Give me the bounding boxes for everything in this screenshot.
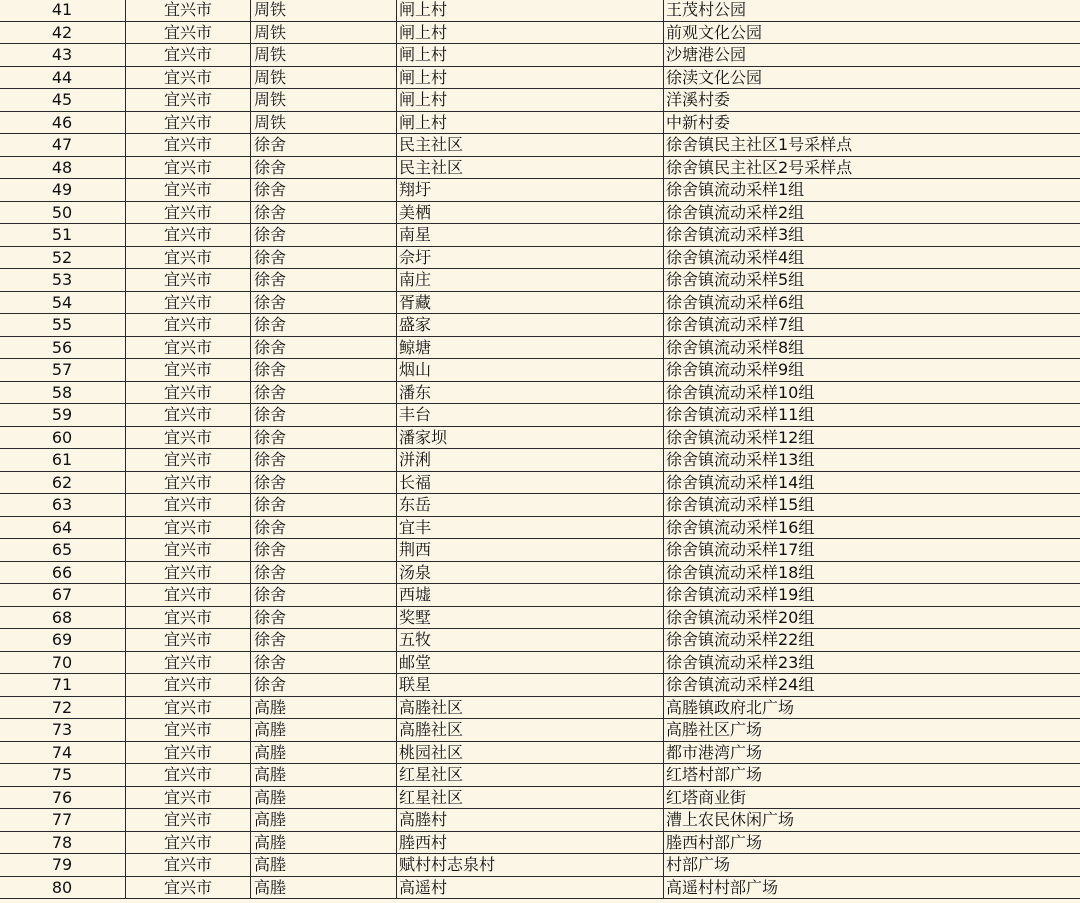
city-cell: 宜兴市 — [126, 876, 251, 899]
row-number-cell: 57 — [0, 359, 126, 382]
village-cell: 闸上村 — [397, 0, 664, 21]
table-row — [0, 111, 1080, 134]
row-number-cell: 45 — [0, 89, 126, 112]
city-cell: 宜兴市 — [126, 831, 251, 854]
city-cell: 宜兴市 — [126, 359, 251, 382]
town-cell: 高塍 — [251, 876, 397, 899]
table-row — [0, 314, 1080, 337]
row-number-cell: 52 — [0, 246, 126, 269]
table-row — [0, 89, 1080, 112]
sampling-site-cell: 徐舍镇流动采样24组 — [664, 674, 1080, 697]
sampling-site-cell: 徐舍镇流动采样4组 — [664, 246, 1080, 269]
town-cell: 高塍 — [251, 696, 397, 719]
town-cell: 周铁 — [251, 89, 397, 112]
village-cell: 南庄 — [397, 269, 664, 292]
table-row — [0, 494, 1080, 517]
row-number-cell: 51 — [0, 224, 126, 247]
city-cell: 宜兴市 — [126, 561, 251, 584]
sampling-site-cell: 徐舍镇流动采样23组 — [664, 651, 1080, 674]
town-cell: 高塍 — [251, 786, 397, 809]
row-number-cell: 68 — [0, 606, 126, 629]
sampling-site-cell: 徐舍镇流动采样7组 — [664, 314, 1080, 337]
village-cell: 宜丰 — [397, 516, 664, 539]
city-cell: 宜兴市 — [126, 381, 251, 404]
city-cell: 宜兴市 — [126, 584, 251, 607]
town-cell: 徐舍 — [251, 224, 397, 247]
city-cell: 宜兴市 — [126, 156, 251, 179]
sampling-site-cell: 高塍社区广场 — [664, 719, 1080, 742]
city-cell: 宜兴市 — [126, 719, 251, 742]
city-cell: 宜兴市 — [126, 224, 251, 247]
sampling-site-cell: 徐舍镇流动采样10组 — [664, 381, 1080, 404]
row-number-cell: 46 — [0, 111, 126, 134]
town-cell: 徐舍 — [251, 134, 397, 157]
city-cell: 宜兴市 — [126, 606, 251, 629]
village-cell: 闸上村 — [397, 21, 664, 44]
table-row — [0, 831, 1080, 854]
city-cell: 宜兴市 — [126, 539, 251, 562]
city-cell: 宜兴市 — [126, 426, 251, 449]
town-cell: 高塍 — [251, 741, 397, 764]
sampling-site-cell: 徐舍镇流动采样6组 — [664, 291, 1080, 314]
table-row — [0, 471, 1080, 494]
sampling-site-cell: 红塔村部广场 — [664, 764, 1080, 787]
town-cell: 徐舍 — [251, 629, 397, 652]
row-number-cell: 64 — [0, 516, 126, 539]
sampling-site-cell: 徐舍镇流动采样14组 — [664, 471, 1080, 494]
town-cell: 徐舍 — [251, 246, 397, 269]
village-cell: 桃园社区 — [397, 741, 664, 764]
table-row — [0, 539, 1080, 562]
sampling-site-cell: 漕上农民休闲广场 — [664, 809, 1080, 832]
row-number-cell: 42 — [0, 21, 126, 44]
city-cell: 宜兴市 — [126, 336, 251, 359]
village-cell: 红星社区 — [397, 786, 664, 809]
town-cell: 周铁 — [251, 111, 397, 134]
row-number-cell: 74 — [0, 741, 126, 764]
row-number-cell: 72 — [0, 696, 126, 719]
city-cell: 宜兴市 — [126, 764, 251, 787]
table-row — [0, 201, 1080, 224]
city-cell: 宜兴市 — [126, 0, 251, 21]
table-row — [0, 449, 1080, 472]
table-row — [0, 719, 1080, 742]
town-cell: 周铁 — [251, 66, 397, 89]
city-cell: 宜兴市 — [126, 44, 251, 67]
village-cell: 五牧 — [397, 629, 664, 652]
town-cell: 徐舍 — [251, 561, 397, 584]
table-row — [0, 786, 1080, 809]
city-cell: 宜兴市 — [126, 269, 251, 292]
row-number-cell: 66 — [0, 561, 126, 584]
row-number-cell: 43 — [0, 44, 126, 67]
row-number-cell: 71 — [0, 674, 126, 697]
village-cell: 汤泉 — [397, 561, 664, 584]
sampling-site-cell: 徐舍镇流动采样11组 — [664, 404, 1080, 427]
city-cell: 宜兴市 — [126, 629, 251, 652]
city-cell: 宜兴市 — [126, 786, 251, 809]
town-cell: 徐舍 — [251, 381, 397, 404]
village-cell: 闸上村 — [397, 111, 664, 134]
sampling-site-cell: 沙塘港公园 — [664, 44, 1080, 67]
village-cell: 闸上村 — [397, 44, 664, 67]
town-cell: 徐舍 — [251, 516, 397, 539]
table-row — [0, 134, 1080, 157]
city-cell: 宜兴市 — [126, 291, 251, 314]
sampling-site-cell: 徐舍镇流动采样9组 — [664, 359, 1080, 382]
town-cell: 徐舍 — [251, 539, 397, 562]
village-cell: 联星 — [397, 674, 664, 697]
table-row — [0, 584, 1080, 607]
sampling-site-cell: 村部广场 — [664, 854, 1080, 877]
sampling-site-cell: 徐舍镇流动采样18组 — [664, 561, 1080, 584]
sampling-site-cell: 徐舍镇流动采样17组 — [664, 539, 1080, 562]
row-number-cell: 78 — [0, 831, 126, 854]
table-row — [0, 426, 1080, 449]
village-cell: 民主社区 — [397, 156, 664, 179]
row-number-cell: 67 — [0, 584, 126, 607]
town-cell: 周铁 — [251, 0, 397, 21]
town-cell: 徐舍 — [251, 291, 397, 314]
row-number-cell: 58 — [0, 381, 126, 404]
row-number-cell: 80 — [0, 876, 126, 899]
table-row — [0, 764, 1080, 787]
town-cell: 徐舍 — [251, 449, 397, 472]
row-number-cell: 53 — [0, 269, 126, 292]
row-number-cell: 75 — [0, 764, 126, 787]
village-cell: 烟山 — [397, 359, 664, 382]
village-cell: 丰台 — [397, 404, 664, 427]
village-cell: 高塍社区 — [397, 719, 664, 742]
sampling-site-cell: 徐舍镇流动采样19组 — [664, 584, 1080, 607]
village-cell: 洴浰 — [397, 449, 664, 472]
table-row — [0, 561, 1080, 584]
sampling-site-cell: 徐舍镇流动采样22组 — [664, 629, 1080, 652]
sampling-site-cell: 红塔商业街 — [664, 786, 1080, 809]
city-cell: 宜兴市 — [126, 449, 251, 472]
table-row — [0, 246, 1080, 269]
city-cell: 宜兴市 — [126, 696, 251, 719]
table-row — [0, 696, 1080, 719]
row-number-cell: 69 — [0, 629, 126, 652]
row-number-cell: 76 — [0, 786, 126, 809]
table-row — [0, 741, 1080, 764]
row-number-cell: 56 — [0, 336, 126, 359]
village-cell: 高遥村 — [397, 876, 664, 899]
sampling-site-cell: 徐舍镇流动采样1组 — [664, 179, 1080, 202]
table-row — [0, 381, 1080, 404]
table-row — [0, 66, 1080, 89]
table-row — [0, 0, 1080, 21]
row-number-cell: 50 — [0, 201, 126, 224]
sampling-site-cell: 徐舍镇流动采样16组 — [664, 516, 1080, 539]
sampling-site-cell: 徐舍镇流动采样15组 — [664, 494, 1080, 517]
sampling-site-cell: 徐舍镇流动采样2组 — [664, 201, 1080, 224]
row-number-cell: 55 — [0, 314, 126, 337]
table-row — [0, 291, 1080, 314]
city-cell: 宜兴市 — [126, 66, 251, 89]
town-cell: 徐舍 — [251, 269, 397, 292]
sampling-site-cell: 徐渎文化公园 — [664, 66, 1080, 89]
table-row — [0, 359, 1080, 382]
sampling-site-cell: 王茂村公园 — [664, 0, 1080, 21]
row-number-cell: 73 — [0, 719, 126, 742]
village-cell: 闸上村 — [397, 66, 664, 89]
table-row — [0, 404, 1080, 427]
town-cell: 徐舍 — [251, 156, 397, 179]
sampling-site-cell: 徐舍镇民主社区1号采样点 — [664, 134, 1080, 157]
town-cell: 高塍 — [251, 719, 397, 742]
sampling-site-cell: 徐舍镇民主社区2号采样点 — [664, 156, 1080, 179]
town-cell: 徐舍 — [251, 651, 397, 674]
row-number-cell: 77 — [0, 809, 126, 832]
table-row — [0, 269, 1080, 292]
city-cell: 宜兴市 — [126, 651, 251, 674]
row-number-cell: 62 — [0, 471, 126, 494]
town-cell: 徐舍 — [251, 471, 397, 494]
town-cell: 高塍 — [251, 854, 397, 877]
city-cell: 宜兴市 — [126, 89, 251, 112]
village-cell: 潘东 — [397, 381, 664, 404]
sampling-site-cell: 徐舍镇流动采样12组 — [664, 426, 1080, 449]
sampling-site-cell: 徐舍镇流动采样5组 — [664, 269, 1080, 292]
city-cell: 宜兴市 — [126, 674, 251, 697]
table-row — [0, 156, 1080, 179]
sampling-site-cell: 高塍镇政府北广场 — [664, 696, 1080, 719]
village-cell: 奖墅 — [397, 606, 664, 629]
town-cell: 高塍 — [251, 831, 397, 854]
town-cell: 周铁 — [251, 44, 397, 67]
town-cell: 徐舍 — [251, 179, 397, 202]
village-cell: 高塍村 — [397, 809, 664, 832]
village-cell: 翔圩 — [397, 179, 664, 202]
table-row — [0, 674, 1080, 697]
city-cell: 宜兴市 — [126, 809, 251, 832]
village-cell: 荆西 — [397, 539, 664, 562]
town-cell: 徐舍 — [251, 426, 397, 449]
row-number-cell: 63 — [0, 494, 126, 517]
row-number-cell: 61 — [0, 449, 126, 472]
town-cell: 徐舍 — [251, 494, 397, 517]
town-cell: 徐舍 — [251, 201, 397, 224]
town-cell: 高塍 — [251, 764, 397, 787]
row-number-cell: 54 — [0, 291, 126, 314]
table-row — [0, 224, 1080, 247]
sampling-site-cell: 徐舍镇流动采样20组 — [664, 606, 1080, 629]
town-cell: 徐舍 — [251, 404, 397, 427]
table-row — [0, 21, 1080, 44]
city-cell: 宜兴市 — [126, 246, 251, 269]
city-cell: 宜兴市 — [126, 201, 251, 224]
table-row — [0, 854, 1080, 877]
village-cell: 西墟 — [397, 584, 664, 607]
city-cell: 宜兴市 — [126, 854, 251, 877]
village-cell: 邮堂 — [397, 651, 664, 674]
town-cell: 徐舍 — [251, 584, 397, 607]
village-cell: 东岳 — [397, 494, 664, 517]
village-cell: 盛家 — [397, 314, 664, 337]
table-row — [0, 516, 1080, 539]
city-cell: 宜兴市 — [126, 314, 251, 337]
village-cell: 美栖 — [397, 201, 664, 224]
town-cell: 徐舍 — [251, 336, 397, 359]
town-cell: 周铁 — [251, 21, 397, 44]
village-cell: 闸上村 — [397, 89, 664, 112]
village-cell: 红星社区 — [397, 764, 664, 787]
town-cell: 徐舍 — [251, 606, 397, 629]
row-number-cell: 65 — [0, 539, 126, 562]
village-cell: 南星 — [397, 224, 664, 247]
row-number-cell: 47 — [0, 134, 126, 157]
row-number-cell: 44 — [0, 66, 126, 89]
city-cell: 宜兴市 — [126, 494, 251, 517]
row-number-cell: 49 — [0, 179, 126, 202]
town-cell: 徐舍 — [251, 314, 397, 337]
town-cell: 徐舍 — [251, 674, 397, 697]
row-number-cell: 48 — [0, 156, 126, 179]
sampling-site-cell: 前观文化公园 — [664, 21, 1080, 44]
town-cell: 高塍 — [251, 809, 397, 832]
table-row — [0, 606, 1080, 629]
table-row — [0, 629, 1080, 652]
table-row — [0, 651, 1080, 674]
village-cell: 高塍社区 — [397, 696, 664, 719]
village-cell: 民主社区 — [397, 134, 664, 157]
sampling-site-cell: 洋溪村委 — [664, 89, 1080, 112]
sampling-site-cell: 中新村委 — [664, 111, 1080, 134]
city-cell: 宜兴市 — [126, 21, 251, 44]
city-cell: 宜兴市 — [126, 404, 251, 427]
row-number-cell: 70 — [0, 651, 126, 674]
table-row — [0, 809, 1080, 832]
village-cell: 潘家坝 — [397, 426, 664, 449]
row-number-cell: 41 — [0, 0, 126, 21]
row-number-cell: 79 — [0, 854, 126, 877]
sampling-site-cell: 高遥村村部广场 — [664, 876, 1080, 899]
village-cell: 赋村村志泉村 — [397, 854, 664, 877]
city-cell: 宜兴市 — [126, 516, 251, 539]
row-number-cell: 60 — [0, 426, 126, 449]
sampling-site-cell: 徐舍镇流动采样13组 — [664, 449, 1080, 472]
table-row — [0, 336, 1080, 359]
city-cell: 宜兴市 — [126, 741, 251, 764]
table-row — [0, 179, 1080, 202]
village-cell: 塍西村 — [397, 831, 664, 854]
row-number-cell: 59 — [0, 404, 126, 427]
city-cell: 宜兴市 — [126, 111, 251, 134]
table-row — [0, 44, 1080, 67]
sampling-site-cell: 徐舍镇流动采样8组 — [664, 336, 1080, 359]
sampling-site-cell: 徐舍镇流动采样3组 — [664, 224, 1080, 247]
city-cell: 宜兴市 — [126, 471, 251, 494]
sampling-site-cell: 都市港湾广场 — [664, 741, 1080, 764]
city-cell: 宜兴市 — [126, 134, 251, 157]
sampling-site-cell: 塍西村部广场 — [664, 831, 1080, 854]
village-cell: 胥藏 — [397, 291, 664, 314]
village-cell: 佘圩 — [397, 246, 664, 269]
town-cell: 徐舍 — [251, 359, 397, 382]
village-cell: 鲸塘 — [397, 336, 664, 359]
city-cell: 宜兴市 — [126, 179, 251, 202]
table-row — [0, 876, 1080, 899]
village-cell: 长福 — [397, 471, 664, 494]
